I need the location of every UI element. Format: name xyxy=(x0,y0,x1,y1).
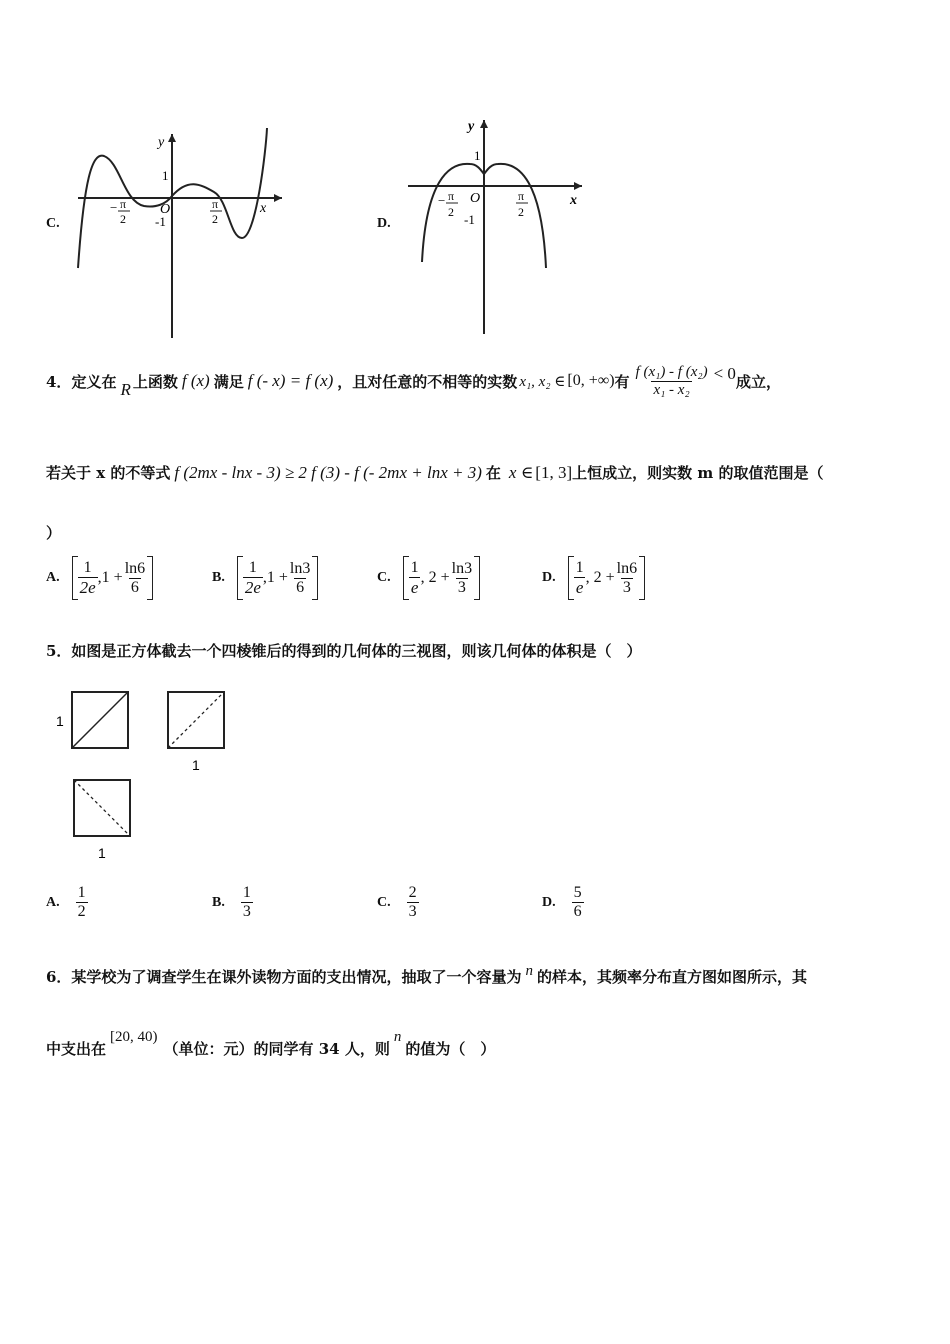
q6-line-2 xyxy=(46,1020,926,1059)
neg-pi-num: π xyxy=(448,189,455,203)
q4-range: 1, 3 xyxy=(540,462,567,482)
axis-x-label: x xyxy=(570,193,577,208)
tick-neg1: -1 xyxy=(155,214,166,229)
tick-neg1: -1 xyxy=(464,212,475,227)
q6-math-n: n xyxy=(393,1029,402,1045)
q4-math: x ∈ xyxy=(508,462,534,482)
q6-line-1 xyxy=(46,963,926,987)
q4-inequality: f (2mx - lnx - 3) ≥ 2 f (3) - f (- 2mx + lnx + 3) xyxy=(174,462,482,482)
option-interval: $\frac{1}{2e}$ ,1 + $\frac{\ln 6}{6}$ xyxy=(72,556,154,600)
q3-option-c-label: C. xyxy=(46,216,60,231)
q6-text: 6．某学校为了调查学生在课外读物方面的支出情况，抽取了一个容量为 xyxy=(46,968,522,986)
q4-text: 成立， xyxy=(735,372,781,391)
q6-math-n: n xyxy=(525,963,533,979)
q4-option-d xyxy=(542,556,645,600)
q4-number: 4． xyxy=(46,372,72,391)
option-interval: $\frac{1}{e}$ , 2 + $\frac{\ln 6}{3}$ xyxy=(568,556,645,600)
q4-text: 有 xyxy=(614,372,630,391)
neg-pi-den: 2 xyxy=(448,205,454,219)
q4-text: 在 xyxy=(485,464,501,482)
q3-option-d-graph xyxy=(404,112,594,340)
axis-x-label: x xyxy=(260,201,267,216)
pi-den: 2 xyxy=(212,212,218,226)
pi-den: 2 xyxy=(518,205,524,219)
q6-text: （单位：元）的同学有 34 人，则 xyxy=(163,1040,390,1058)
q4-text: ，且对任意的不相等的实数 xyxy=(337,372,518,391)
q5-three-views xyxy=(50,684,250,864)
neg-pi-num: π xyxy=(120,197,127,211)
q4-line-2 xyxy=(46,462,916,483)
q6-text: 中支出在 xyxy=(46,1040,107,1058)
q6-interval: [20, 40) xyxy=(110,1029,158,1045)
q5-option-d: D. $\frac{5}{6}$ xyxy=(542,884,582,920)
option-label: C. xyxy=(377,570,391,585)
q4-math: x₁, x₂ ∈ xyxy=(519,373,566,390)
neg-sign: − xyxy=(110,200,118,215)
q3-option-d-label: D. xyxy=(377,216,391,231)
pi-num: π xyxy=(518,189,525,203)
option-interval: $\frac{1}{e}$ , 2 + $\frac{\ln 3}{3}$ xyxy=(403,556,480,600)
q4-text: 满足 xyxy=(213,372,244,391)
option-label: D. xyxy=(542,570,556,585)
neg-sign: − xyxy=(438,193,446,208)
q6-text: 的样本，其频率分布直方图如图所示，其 xyxy=(536,968,807,986)
front-view-label: 1 xyxy=(56,713,64,729)
pi-num: π xyxy=(212,197,219,211)
axis-y-label: y xyxy=(158,135,165,150)
q5-option-a: A. $\frac{1}{2}$ xyxy=(46,884,86,920)
option-label: B. xyxy=(212,570,225,585)
q5-option-c: C. $\frac{2}{3}$ xyxy=(377,884,417,920)
q4-close: ） xyxy=(46,524,62,542)
origin-label: O xyxy=(470,191,481,206)
q4-text: 上函数 xyxy=(132,372,178,391)
q4-text: 若关于 x 的不等式 xyxy=(46,464,171,482)
q4-option-a xyxy=(46,556,153,600)
q4-frac-num: f (x₁) - f (x₂) xyxy=(635,363,708,380)
q4-math: R xyxy=(120,380,131,399)
q4-domain: 0, +∞ xyxy=(572,372,610,389)
q4-math: [0, +∞) xyxy=(567,372,615,389)
q4-text: 定义在 xyxy=(71,372,117,391)
top-view-label: 1 xyxy=(98,845,106,861)
q4-math: f (- x) = f (x) xyxy=(247,371,334,390)
q6-text: 的值为（ ） xyxy=(405,1040,496,1058)
option-label: A. xyxy=(46,570,60,585)
q4-math: < 0 xyxy=(713,364,736,383)
tick-1: 1 xyxy=(162,168,169,183)
side-view-label: 1 xyxy=(192,757,200,773)
q4-math: f (x) xyxy=(181,371,210,390)
q4-math: [1, 3] xyxy=(535,462,573,482)
q3-option-c-graph xyxy=(70,120,290,345)
q4-frac-den: x₁ - x₂ xyxy=(653,381,690,398)
option-interval: $\frac{1}{2e}$ ,1 + $\frac{\ln 3}{6}$ xyxy=(237,556,319,600)
q4-text: 上恒成立，则实数 m 的取值范围是（ xyxy=(572,464,824,482)
q4-option-c xyxy=(377,556,480,600)
q4-fraction xyxy=(634,364,710,399)
q4-option-b xyxy=(212,556,318,600)
tick-1: 1 xyxy=(474,148,481,163)
axis-y-label: y xyxy=(468,119,475,134)
q4-line-1 xyxy=(46,362,916,400)
neg-pi-den: 2 xyxy=(120,212,126,226)
origin-label: O xyxy=(160,202,171,217)
q5-text: 5．如图是正方体截去一个四棱锥后的得到的几何体的三视图，则该几何体的体积是（ ） xyxy=(46,642,642,660)
q5-option-b: B. $\frac{1}{3}$ xyxy=(212,884,251,920)
